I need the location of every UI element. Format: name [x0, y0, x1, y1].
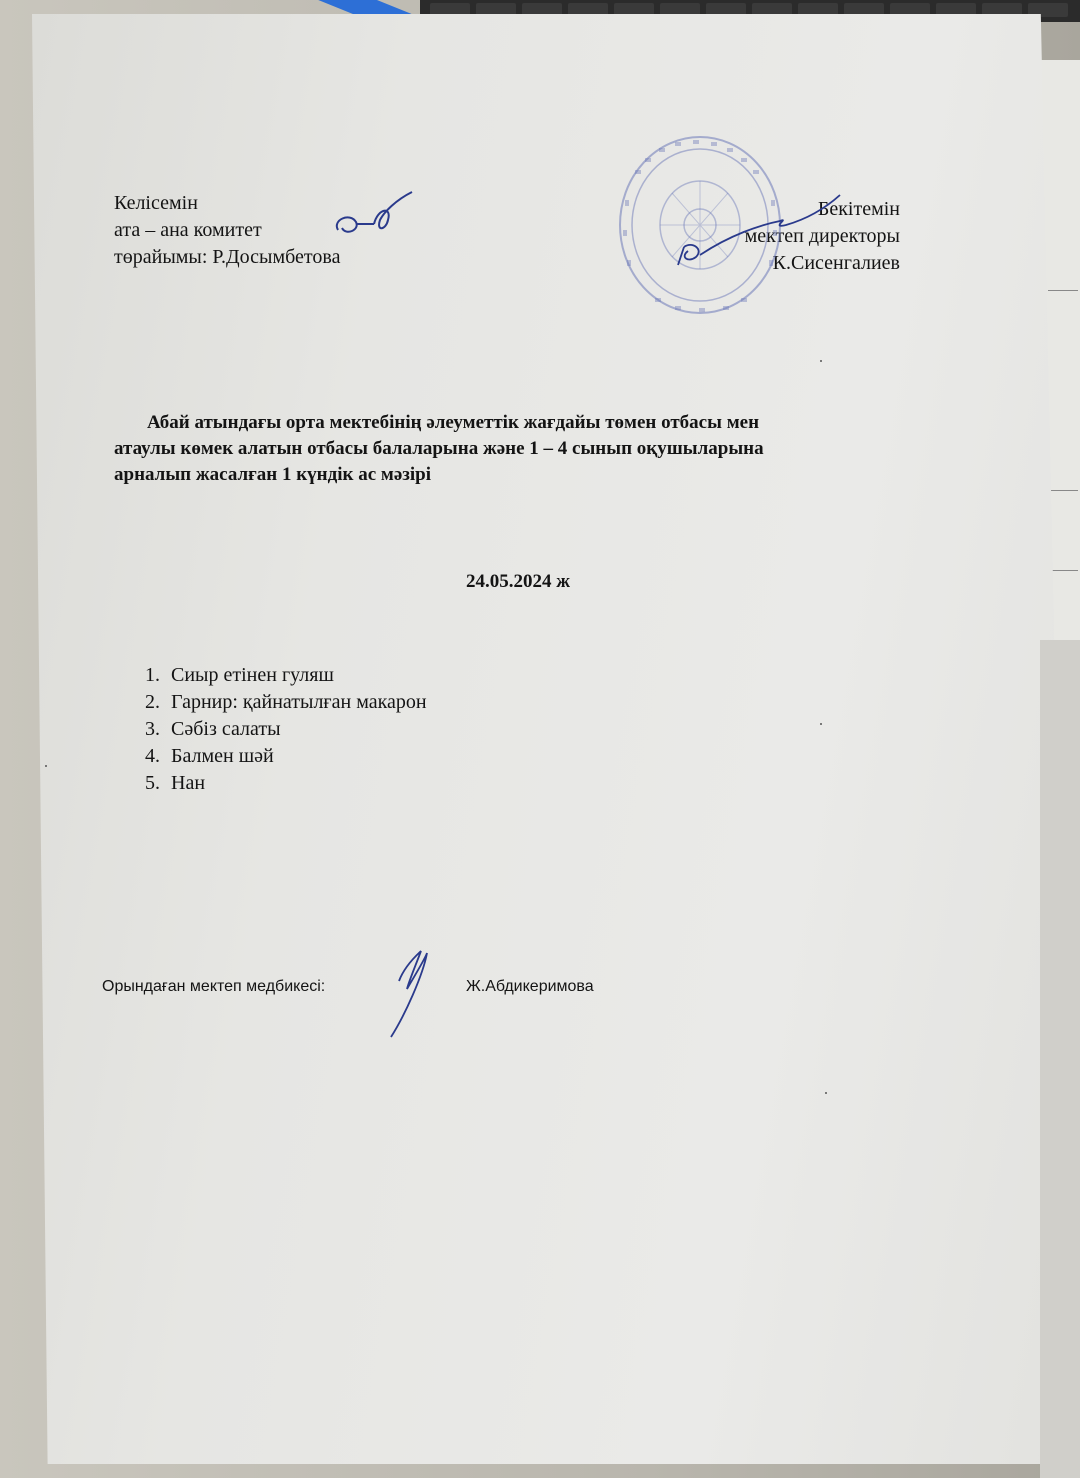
menu-item-text: Сиыр етінен гуляш [171, 664, 334, 686]
menu-item-text: Гарнир: қайнатылған макарон [171, 691, 427, 713]
background-paper-line [1048, 290, 1078, 291]
menu-list-item [145, 716, 427, 743]
performer-role: Орындаған мектеп медбикесі: [102, 978, 326, 995]
approval-right-line3: К.Сисенгалиев [772, 252, 900, 274]
nurse-signature-icon [385, 945, 445, 1045]
speck [45, 765, 47, 767]
approval-left-block [114, 190, 340, 271]
menu-item-text: Нан [171, 772, 206, 794]
table-edge [1040, 640, 1080, 1478]
performer-name: Ж.Абдикеримова [466, 978, 594, 995]
menu-item-number: 2. [145, 691, 160, 713]
document-title [114, 410, 764, 488]
menu-list [145, 662, 427, 797]
approval-left-line1: Келісемін [114, 192, 198, 214]
parent-committee-signature-icon [330, 190, 420, 250]
approval-left-line3: төрайымы: Р.Досымбетова [114, 246, 341, 268]
speck [820, 360, 822, 362]
background-paper-line [1048, 490, 1078, 491]
approval-right-line1: Бекітемін [817, 198, 900, 220]
menu-item-number: 1. [145, 664, 160, 686]
menu-item-number: 5. [145, 772, 160, 794]
menu-list-item [145, 743, 427, 770]
menu-item-text: Сәбіз салаты [171, 718, 281, 740]
title-line2: атаулы көмек алатын отбасы балаларына және 1 – 4 сынып оқушыларына [114, 438, 764, 459]
document-date: 24.05.2024 ж [466, 571, 571, 592]
menu-item-number: 4. [145, 745, 160, 767]
menu-item-number: 3. [145, 718, 160, 740]
title-line3: арналып жасалған 1 күндік ас мәзірі [114, 464, 432, 485]
menu-item-text: Балмен шәй [171, 745, 274, 767]
menu-list-item [145, 770, 427, 797]
title-line1: Абай атындағы орта мектебінің әлеуметтік жағдайы төмен отбасы мен [147, 412, 760, 433]
menu-list-item [145, 662, 427, 689]
approval-right-line2: мектеп директоры [744, 225, 900, 247]
speck [820, 723, 822, 725]
speck [825, 1092, 827, 1094]
approval-left-line2: ата – ана комитет [114, 219, 262, 241]
director-signature-icon [670, 185, 850, 275]
menu-list-item [145, 689, 427, 716]
